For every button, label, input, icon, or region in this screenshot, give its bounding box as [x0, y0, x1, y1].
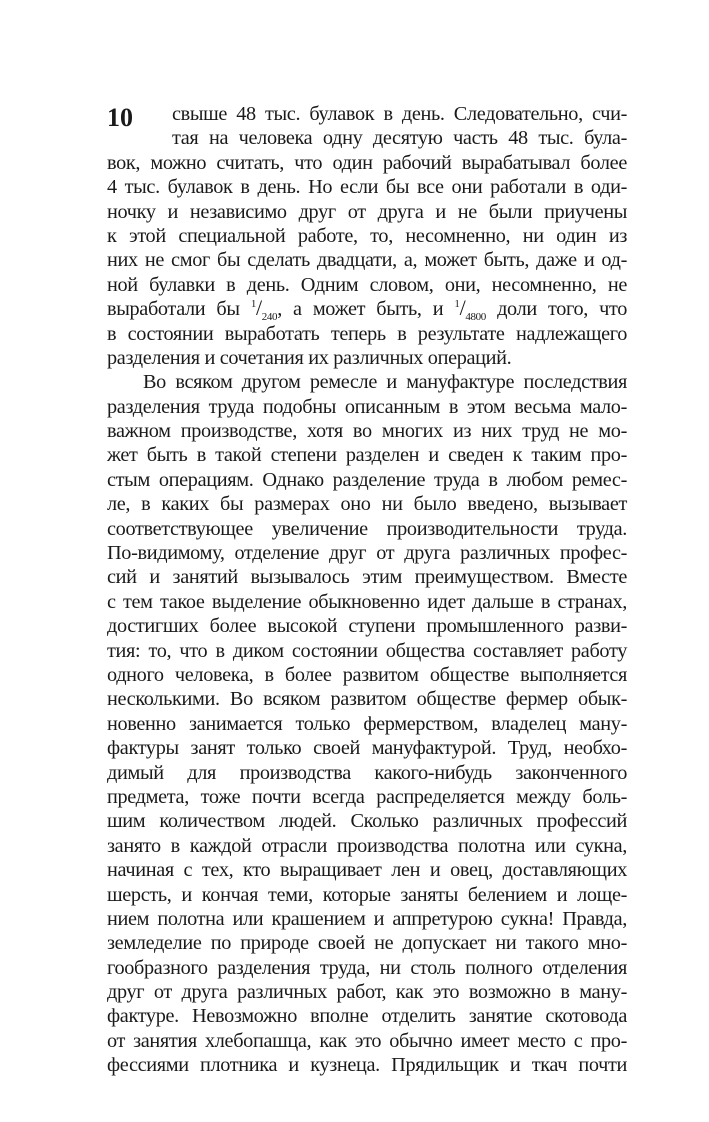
text-line: начиная с тех, кто выращивает лен и овец, доставляющих — [107, 859, 627, 882]
text-line: ночку и независимо друг от друга и не были приучены — [107, 200, 627, 223]
text-line: соответствующее увеличение производительности труда. — [107, 517, 627, 540]
text-line: ле, в каких бы размерах оно ни было введено, вызывает — [107, 493, 627, 516]
text-line: новенно занимается только фермерством, владелец ману- — [107, 712, 627, 735]
text-line: занято в каждой отрасли производства полотна или сукна, — [107, 834, 627, 857]
text-line: одного человека, в более развитом обществе выполняется — [107, 663, 627, 686]
text-line: свыше 48 тыс. булавок в день. Следовательно, счи- — [172, 103, 627, 125]
text-line: в состоянии выработать теперь в результате надлежащего — [107, 322, 627, 345]
fraction-line-middle: , а может быть, и — [277, 298, 455, 321]
text-line: к этой специальной работе, то, несомненно, ни один из — [107, 224, 627, 247]
text-line: жет быть в такой степени разделен и сведен к таким про- — [107, 444, 627, 467]
text-line: земледелие по природе своей не допускает ни такого мно- — [107, 932, 627, 955]
text-line: тая на человека одну десятую часть 48 тыс. була- — [172, 127, 627, 150]
text-line: фактуры занят только своей мануфактурой. Труд, необхо- — [107, 737, 627, 760]
text-line: фессиями плотника и кузнеца. Прядильщик и ткач почти — [107, 1054, 627, 1077]
text-line: сий и занятий вызывалось этим преимуществом. Вместе — [107, 566, 627, 589]
fraction-1-4800: $^1/_{4800}$ — [454, 295, 486, 324]
text-line: стым операциям. Однако разделение труда в любом ремес- — [107, 468, 627, 491]
text-line: от занятия хлебопашца, как это обычно имеет место с про- — [107, 1029, 627, 1052]
text-line: вок, можно считать, что один рабочий вырабатывал более — [107, 151, 627, 174]
fraction-1-240: $^1/_{240}$ — [250, 295, 278, 324]
fraction-line-after: доли того, что — [485, 298, 628, 321]
text-line: тия: то, что в диком состоянии общества составляет работу — [107, 639, 627, 662]
text-line: гообразного разделения труда, ни столь полного отделения — [107, 956, 627, 979]
fraction-line — [107, 295, 628, 324]
text-line: друг от друга различных работ, как это возможно в ману- — [107, 981, 627, 1004]
fraction-numerator: 1 — [250, 298, 256, 311]
text-line: димый для производства какого-нибудь законченного — [107, 761, 627, 784]
text-line: По-видимому, отделение друг от друга различных профес- — [107, 542, 627, 565]
text-line: 4 тыс. булавок в день. Но если бы все они работали в оди- — [107, 176, 627, 199]
text-line: шим количеством людей. Сколько различных профессий — [107, 810, 627, 833]
text-line: с тем такое выделение обыкновенно идет дальше в странах, — [107, 590, 627, 613]
fraction-denominator: 240 — [261, 311, 278, 324]
text-line: предмета, тоже почти всегда распределяется между боль- — [107, 785, 627, 808]
paragraph-start-line: Во всяком другом ремесле и мануфактуре последствия — [143, 371, 627, 394]
body-text — [107, 102, 627, 1078]
text-line: шерсть, и кончая теми, которые заняты белением и лоще- — [107, 883, 627, 906]
text-line: достигших более высокой ступени промышленного разви- — [107, 615, 627, 638]
fraction-line-before: выработали бы — [107, 298, 251, 321]
text-line: разделения и сочетания их различных операций. — [107, 346, 512, 369]
text-line: фактуре. Невозможно вполне отделить занятие скотовода — [107, 1005, 627, 1028]
fraction-numerator: 1 — [454, 298, 460, 311]
page-number: 10 — [107, 103, 133, 132]
text-line: нием полотна или крашением и аппретурою сукна! Правда, — [107, 907, 627, 930]
text-line: ной булавки в день. Одним словом, они, несомненно, не — [107, 273, 627, 296]
text-line: несколькими. Во всяком развитом обществе фермер обык- — [107, 688, 627, 711]
fraction-denominator: 4800 — [465, 311, 486, 324]
text-line: них не смог бы сделать двадцати, а, может быть, даже и од- — [107, 249, 627, 272]
text-line: важном производстве, хотя во многих из них труд не мо- — [107, 420, 627, 443]
text-line: разделения труда подобны описанным в этом весьма мало- — [107, 395, 627, 418]
